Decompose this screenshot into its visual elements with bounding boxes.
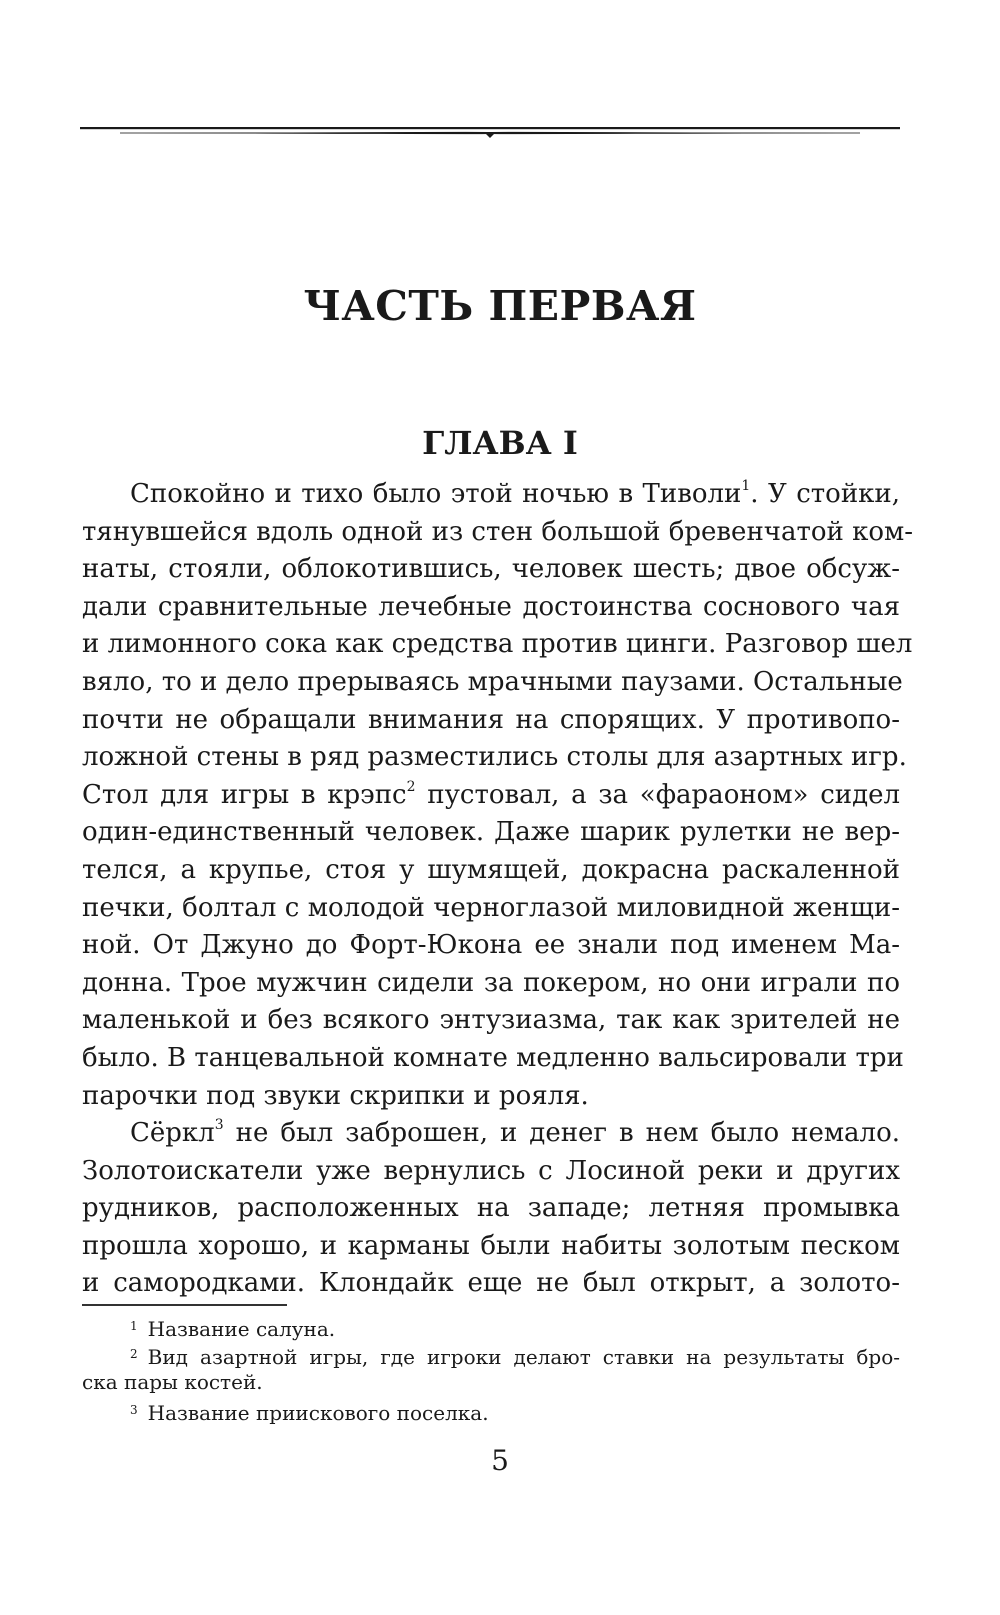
text-line: рудников, расположенных на западе; летняя промывка: [82, 1193, 900, 1224]
text-line: маленькой и без всякого энтузиазма, так как зрителей не: [82, 1005, 900, 1036]
text-line: прошла хорошо, и карманы были набиты золотым песком: [82, 1230, 900, 1261]
text-line: один-единственный человек. Даже шарик рулетки не вер-: [82, 817, 900, 848]
chapter-title: ГЛАВА I: [422, 424, 578, 462]
text-line: почти не обращали внимания на спорящих. У противопо-: [82, 704, 900, 735]
footnote-ref: 3: [214, 1117, 224, 1134]
text-line: ложной стены в ряд разместились столы для азартных игр.: [82, 742, 907, 773]
footnotes: [82, 1312, 900, 1424]
text-line: и лимонного сока как средства против цинги. Разговор шел: [82, 629, 913, 660]
text-line: Стол для игры в крэпс$^2$ пустовал, а за «фараоном» сидел: [82, 778, 900, 810]
text-line: донна. Трое мужчин сидели за покером, но они играли по: [82, 967, 900, 998]
text-line: печки, болтал с молодой черноглазой миловидной женщи-: [82, 892, 900, 923]
footnote: $^1$ Название салуна.: [130, 1317, 336, 1341]
text-line: было. В танцевальной комнате медленно вальсировали три: [82, 1042, 904, 1073]
text-line: телся, а крупье, стоя у шумящей, докрасна раскаленной: [82, 854, 900, 885]
part-title: ЧАСТЬ ПЕРВАЯ: [303, 282, 697, 330]
footnote-continuation: ска пары костей.: [82, 1370, 263, 1394]
text-line: дали сравнительные лечебные достоинства соснового чая: [82, 591, 900, 622]
text-line: вяло, то и дело прерываясь мрачными паузами. Остальные: [82, 666, 903, 697]
text-line: и самородками. Клондайк еще не был открыт, а золото-: [82, 1268, 900, 1299]
ornamental-rule: [80, 124, 900, 140]
page-number: 5: [491, 1444, 509, 1477]
body-text: [82, 476, 914, 1303]
text-line: Спокойно и тихо было этой ночью в Тиволи$^1$. У стойки,: [130, 478, 900, 509]
footnote: $^2$ Вид азартной игры, где игроки делают ставки на результаты бро-: [130, 1345, 900, 1369]
text-line: ной. От Джуно до Форт-Юкона ее знали под именем Ма-: [82, 930, 900, 961]
footnote-separator: [82, 1304, 287, 1306]
footnote: $^3$ Название приискового поселка.: [130, 1401, 489, 1425]
text-line: Золотоискатели уже вернулись с Лосиной реки и других: [82, 1155, 900, 1186]
text-line: парочки под звуки скрипки и рояля.: [82, 1080, 589, 1111]
text-line: наты, стояли, облокотившись, человек шесть; двое обсуж-: [82, 554, 900, 585]
text-line: Сёркл$^3$ не был заброшен, и денег в нем было немало.: [130, 1117, 900, 1149]
footnote-ref: 1: [741, 478, 751, 494]
text-line: тянувшейся вдоль одной из стен большой бревенчатой ком-: [82, 516, 914, 547]
footnote-ref: 2: [406, 778, 416, 795]
